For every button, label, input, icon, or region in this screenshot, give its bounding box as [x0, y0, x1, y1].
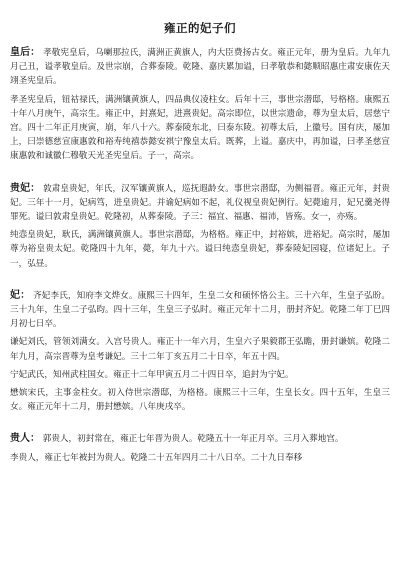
paragraph-text: 孝敬宪皇后，乌喇那拉氏，满洲正黄旗人，内大臣费扬古女。雍正元年，册为皇后。九年九月己丑，谥孝敬皇后。及世宗崩，合葬泰陵。乾隆、嘉庆累加谥，曰孝敬恭和懿顺昭惠庄肃安康佐天翊圣宪皇后。	[10, 48, 391, 87]
page-title: 雍正的妃子们	[164, 21, 236, 35]
paragraph: 宁妃武氏，知州武柱国女。雍正十二年甲寅五月二十四日卒，追封为宁妃。	[10, 369, 294, 380]
section-empresses	[10, 46, 390, 164]
section-heading: 皇后：	[10, 47, 41, 58]
paragraph	[10, 432, 390, 446]
paragraph-text: 齐妃李氏，知府李文烨女。康熙三十四年，生皇二女和硕怀恪公主。三十六年，生皇子弘昐。三十九年，生皇二子弘昀。四十三年，生皇三子弘时。雍正元年十二月，册封齐妃。乾隆二年丁巳四月初七日卒。	[10, 290, 391, 330]
paragraph: 谦妃刘氏，管领刘满女。入宫号贵人。雍正十一年六月，生皇六子果毅郡王弘瞻，册封谦嫔。乾隆二年九月，高宗晋尊为皇考谦妃。三十二年丁亥五月二十日卒，年五十四。	[10, 337, 390, 362]
paragraph	[10, 182, 390, 225]
paragraph-text: 郭贵人，初封常在，雍正七年晋为贵人。乾隆五十一年正月卒。三月入葬地宫。	[42, 434, 344, 445]
paragraph	[10, 46, 390, 89]
section-noble-ladies	[10, 432, 390, 464]
section-noble-consorts	[10, 182, 390, 271]
section-heading: 妃：	[10, 289, 31, 301]
paragraph-text: 敦肃皇贵妃，年氏，汉军镶黄旗人，巡抚遐龄女。事世宗潜邸，为侧福晋。雍正元年，封贵妃。三年十一月，妃病笃，进皇贵妃。并谕妃病如不起，礼仪视皇贵妃例行。妃薨逾月，妃兄羹尧得罪死。谥曰敦肃皇贵妃。乾隆初，从葬泰陵。子三：福宜、福惠、福沛，皆殇。女一，亦殇。	[10, 183, 391, 223]
paragraph	[10, 289, 390, 332]
section-heading: 贵人：	[10, 433, 40, 445]
paragraph: 懋嫔宋氏，主事金柱女。初入侍世宗潜邸，为格格。康熙三十三年，生皇长女。四十五年，生皇三女。雍正元年十二月，册封懋嫔。八年庚戌卒。	[10, 388, 390, 413]
paragraph: 李贵人，雍正七年被封为贵人。乾隆二十五年四月二十八日卒。二十九日奉移	[10, 452, 303, 463]
paragraph: 孝圣宪皇后，钮祜禄氏，满洲镶黄旗人，四品典仪凌柱女。后年十三，事世宗潜邸，号格格。康熙五十年八月庚午，高宗生。雍正中，封熹妃，进熹贵妃。高宗即位，以世宗遗命，尊为皇太后，居慈宁宫。四十二年正月庚寅，崩，年八十六。葬泰陵东北，曰泰东陵。初尊太后，上徽号。国有庆，屡加上，曰崇德慈宣康惠敦和裕寿纯禧恭懿安祺宁豫皇太后。既葬，上谥。嘉庆中，再加谥，曰孝圣慈宣康惠敦和诚徽仁穆敬天光圣宪皇后。子一，高宗。	[10, 94, 390, 162]
paragraph: 纯悫皇贵妃，耿氏，满洲镶黄旗人。事世宗潜邸，为格格。雍正中，封裕嫔，进裕妃。高宗时，屡加尊为裕皇贵太妃。乾隆四十九年，薨，年九十六。谥曰纯悫皇贵妃，葬泰陵妃园寝，位诸妃上。子一，弘昼。	[10, 230, 390, 269]
section-heading: 贵妃：	[10, 182, 41, 194]
section-consorts	[10, 289, 390, 415]
